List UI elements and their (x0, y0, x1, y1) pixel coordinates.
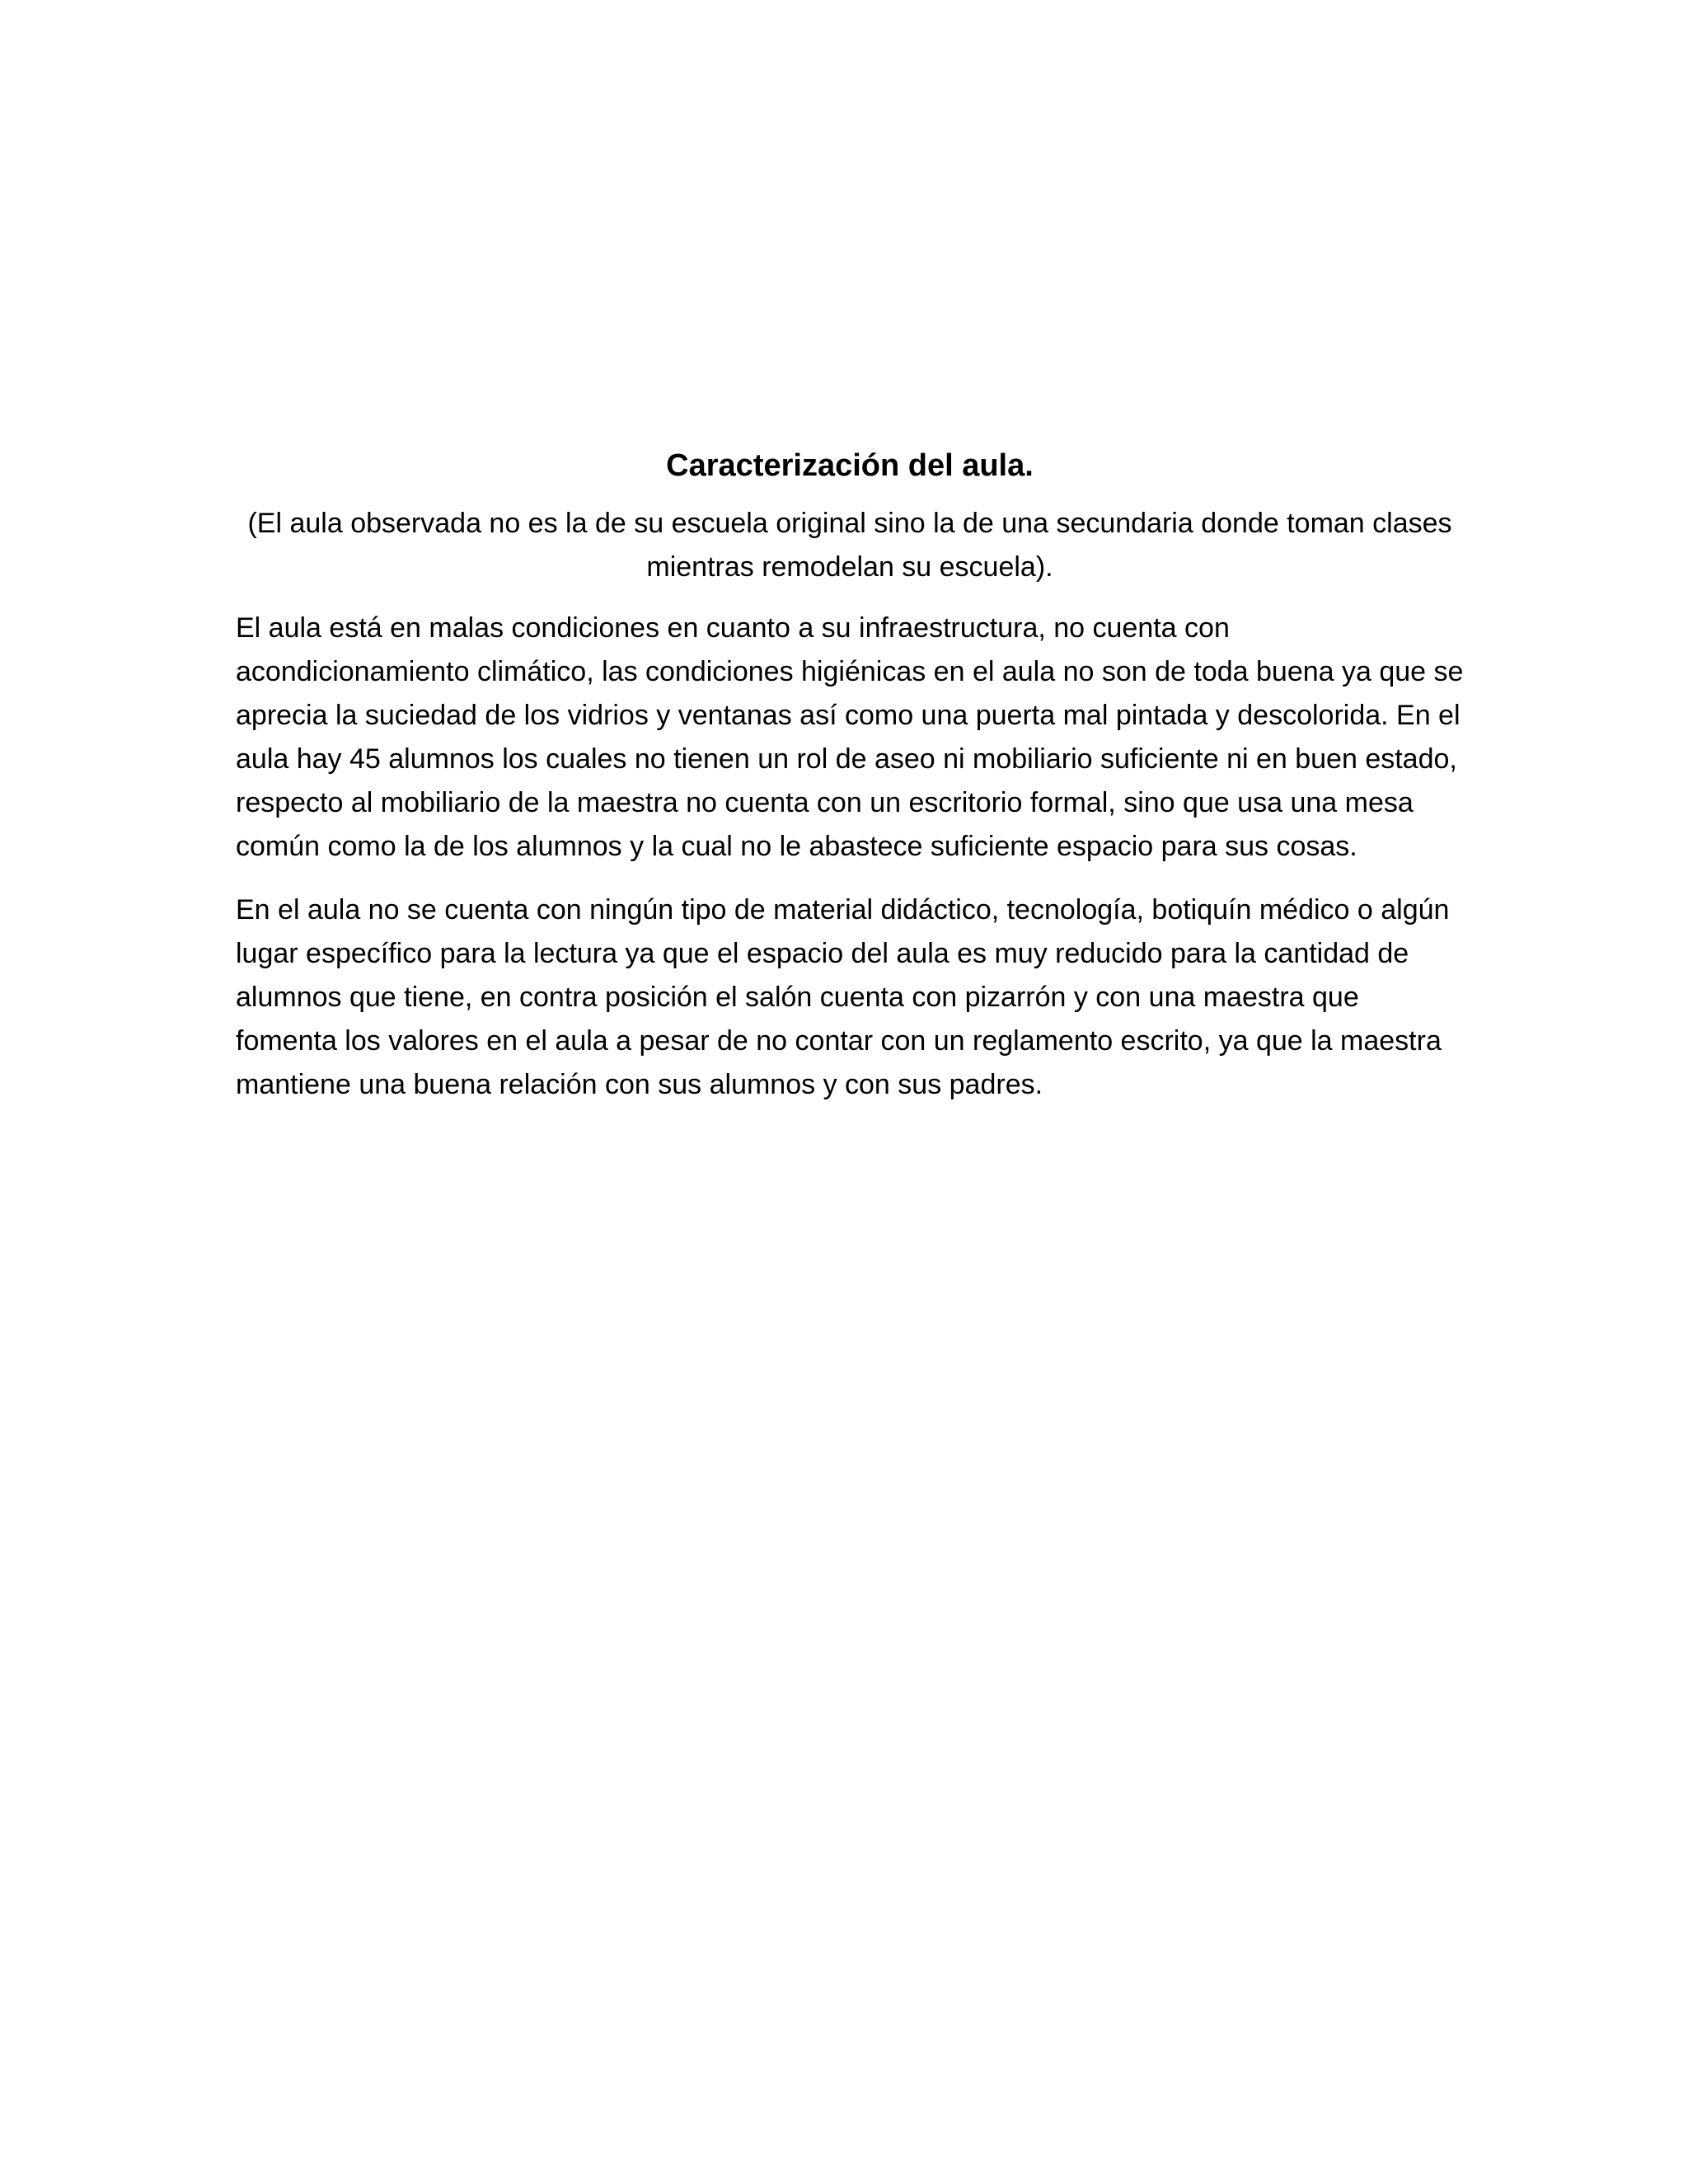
paragraph-1: El aula está en malas condiciones en cuanto a su infraestructura, no cuenta con acondicionamiento climático, las condiciones higiénicas en el aula no son de toda buena ya que se aprecia la suciedad de los vidrios y ventanas así como una puerta mal pintada y descolorida. En el aula hay 45 alumnos los cuales no tienen un rol de aseo ni mobiliario suficiente ni en buen estado, respecto al mobiliario de la maestra no cuenta con un escritorio formal, sino que usa una mesa común como la de los alumnos y la cual no le abastece suficiente espacio para sus cosas. (236, 612, 1464, 862)
document-subtitle: (El aula observada no es la de su escuela original sino la de una secundaria donde toman clases mientras remodelan su escuela). (247, 508, 1452, 583)
paragraph-2: En el aula no se cuenta con ningún tipo de material didáctico, tecnología, botiquín médico o algún lugar específico para la lectura ya que el espacio del aula es muy reducido para la cantidad de alumnos que tiene, en contra posición el salón cuenta con pizarrón y con una maestra que fomenta los valores en el aula a pesar de no contar con un reglamento escrito, ya que la maestra mantiene una buena relación con sus alumnos y con sus padres. (236, 894, 1450, 1100)
document-title: Caracterización del aula. (666, 448, 1034, 483)
document-body (236, 441, 1464, 1127)
